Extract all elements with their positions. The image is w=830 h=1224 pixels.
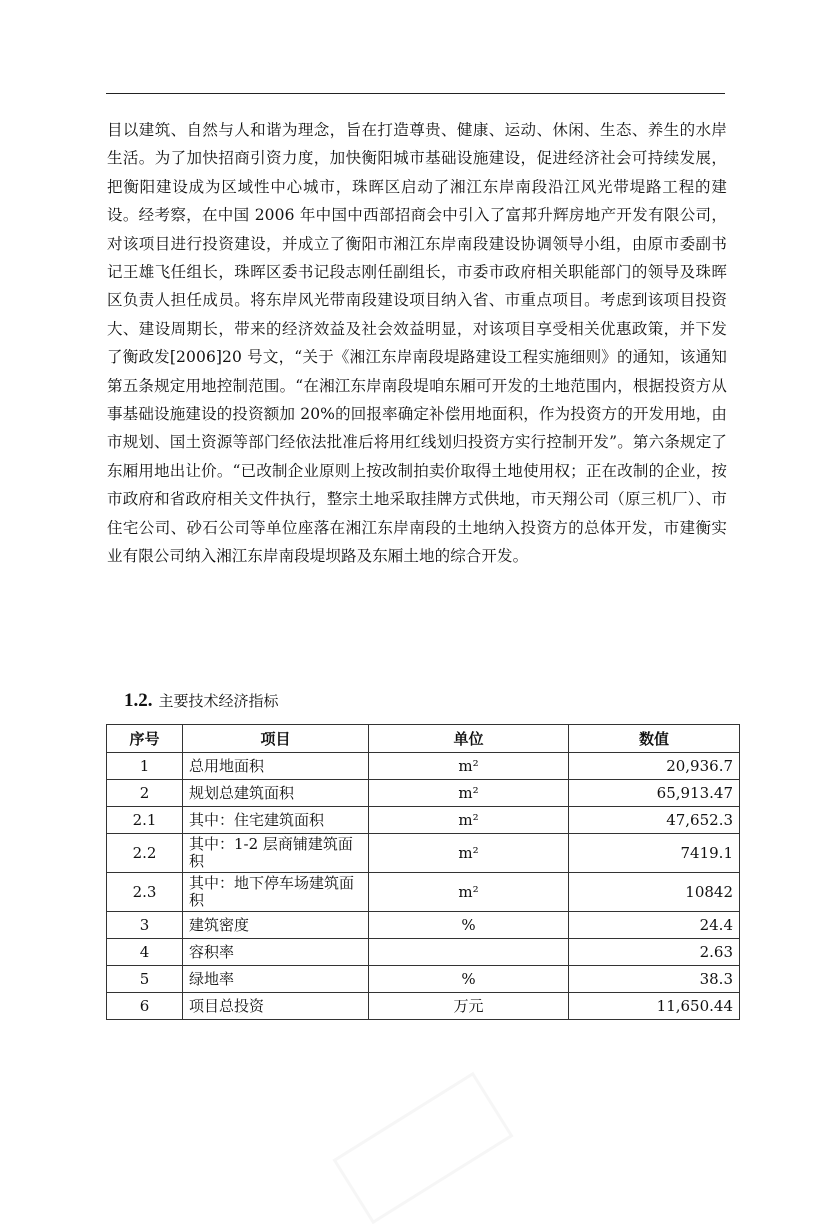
cell-item: 其中：地下停车场建筑面积 xyxy=(183,873,369,912)
header-no: 序号 xyxy=(107,725,183,753)
cell-value: 7419.1 xyxy=(569,834,740,873)
cell-no: 2.2 xyxy=(107,834,183,873)
header-value: 数值 xyxy=(569,725,740,753)
table-row xyxy=(107,939,740,966)
section-title-text: 主要技术经济指标 xyxy=(158,692,279,710)
cell-item: 建筑密度 xyxy=(183,912,369,939)
cell-value: 38.3 xyxy=(569,966,740,993)
header-item: 项目 xyxy=(183,725,369,753)
indicators-table xyxy=(106,724,740,1020)
table-row xyxy=(107,753,740,780)
cell-unit: m² xyxy=(369,834,569,873)
cell-unit: % xyxy=(369,966,569,993)
cell-unit: % xyxy=(369,912,569,939)
table-row xyxy=(107,993,740,1020)
table-row xyxy=(107,807,740,834)
body-paragraph: 目以建筑、自然与人和谐为理念，旨在打造尊贵、健康、运动、休闲、生态、养生的水岸生活。为了加快招商引资力度，加快衡阳城市基础设施建设，促进经济社会可持续发展，把衡阳建设成为区域性中心城市，珠晖区启动了湘江东岸南段沿江风光带堤路工程的建设。经考察，在中国 2006 年中国中西部招商会中引入了富邦升辉房地产开发有限公司，对该项目进行投资建设，并成立了衡阳市湘江东岸南段建设协调领导小组，由原市委副书记王雄飞任组长，珠晖区委书记段志刚任副组长，市委市政府相关职能部门的领导及珠晖区负责人担任成员。将东岸风光带南段建设项目纳入省、市重点项目。考虑到该项目投资大、建设周期长，带来的经济效益及社会效益明显，对该项目享受相关优惠政策，并下发了衡政发[2006]20 号文，“关于《湘江东岸南段堤路建设工程实施细则》的通知，该通知第五条规定用地控制范围。“在湘江东岸南段堤咱东厢可开发的土地范围内，根据投资方从事基础设施建设的投资额加 20%的回报率确定补偿用地面积，作为投资方的开发用地，由市规划、国土资源等部门经依法批准后将用红线划归投资方实行控制开发”。第六条规定了东厢用地出让价。“已改制企业原则上按改制拍卖价取得土地使用权；正在改制的企业，按市政府和省政府相关文件执行，整宗土地采取挂牌方式供地，市天翔公司（原三机厂）、市住宅公司、砂石公司等单位座落在湘江东岸南段的土地纳入投资方的总体开发，市建衡实业有限公司纳入湘江东岸南段堤坝路及东厢土地的综合开发。 xyxy=(107,121,727,566)
cell-item: 总用地面积 xyxy=(183,753,369,780)
cell-unit: 万元 xyxy=(369,993,569,1020)
table-row xyxy=(107,966,740,993)
table-row xyxy=(107,873,740,912)
cell-item: 项目总投资 xyxy=(183,993,369,1020)
cell-item: 规划总建筑面积 xyxy=(183,780,369,807)
cell-item: 其中：1-2 层商铺建筑面积 xyxy=(183,834,369,873)
cell-no: 2.3 xyxy=(107,873,183,912)
cell-item: 绿地率 xyxy=(183,966,369,993)
section-heading xyxy=(124,689,279,713)
cell-no: 3 xyxy=(107,912,183,939)
table-header-row xyxy=(107,725,740,753)
table-row xyxy=(107,780,740,807)
cell-unit xyxy=(369,939,569,966)
cell-item: 容积率 xyxy=(183,939,369,966)
cell-unit: m² xyxy=(369,873,569,912)
cell-no: 2 xyxy=(107,780,183,807)
cell-value: 2.63 xyxy=(569,939,740,966)
cell-unit: m² xyxy=(369,780,569,807)
cell-value: 10842 xyxy=(569,873,740,912)
cell-value: 65,913.47 xyxy=(569,780,740,807)
cell-no: 5 xyxy=(107,966,183,993)
cell-value: 20,936.7 xyxy=(569,753,740,780)
cell-item: 其中：住宅建筑面积 xyxy=(183,807,369,834)
cell-no: 4 xyxy=(107,939,183,966)
header-rule xyxy=(106,93,725,94)
cell-value: 47,652.3 xyxy=(569,807,740,834)
cell-no: 6 xyxy=(107,993,183,1020)
section-number: 1.2. xyxy=(124,690,153,711)
cell-unit: m² xyxy=(369,753,569,780)
cell-unit: m² xyxy=(369,807,569,834)
table-row xyxy=(107,912,740,939)
cell-value: 24.4 xyxy=(569,912,740,939)
cell-value: 11,650.44 xyxy=(569,993,740,1020)
header-unit: 单位 xyxy=(369,725,569,753)
cell-no: 1 xyxy=(107,753,183,780)
watermark-decoration xyxy=(332,1072,513,1224)
cell-no: 2.1 xyxy=(107,807,183,834)
table-row xyxy=(107,834,740,873)
